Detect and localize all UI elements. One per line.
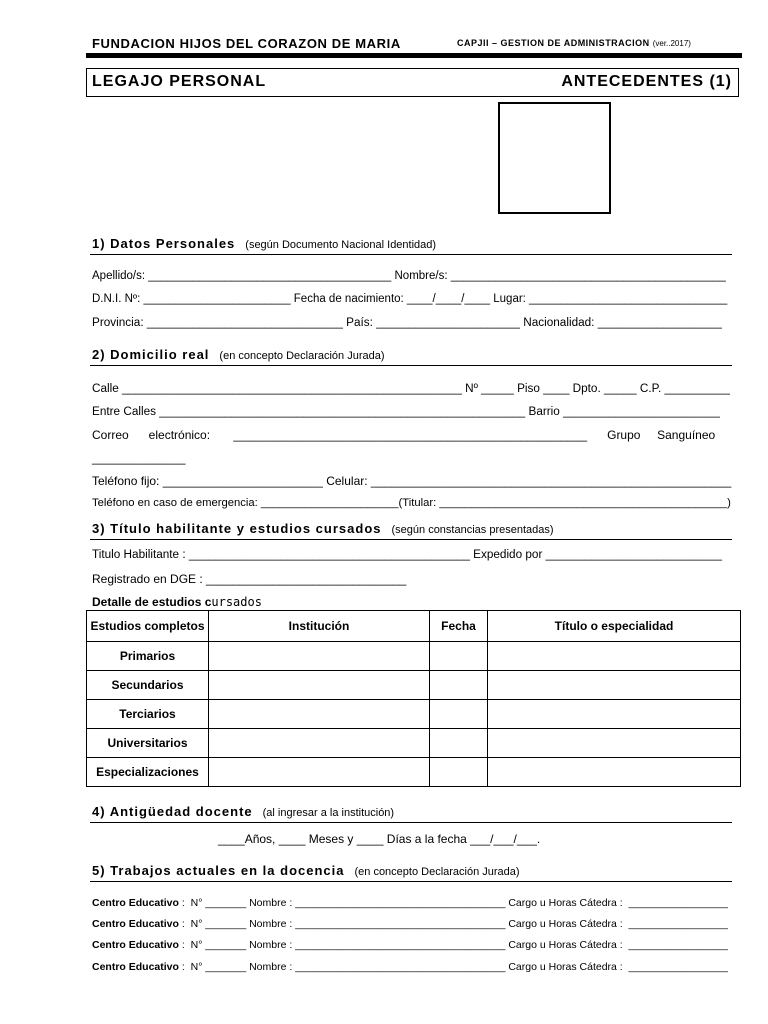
field-titulo-expedido[interactable]: Titulo Habilitante : ___________________________________________ Expedido por ___________________________ — [92, 548, 723, 561]
section3-rule — [90, 539, 732, 540]
section1-rule — [90, 254, 732, 255]
field-entre-calles-barrio[interactable]: Entre Calles ________________________________________________________ Barrio ________________________ — [92, 405, 720, 418]
detalle-estudios-label: Detalle de estudios cursados — [92, 595, 262, 609]
row-label: Universitarios — [87, 729, 209, 758]
section5-note: (en concepto Declaración Jurada) — [354, 866, 520, 878]
field-telefono-emergencia[interactable]: Teléfono en caso de emergencia: ______________________(Titular: ______________________________________________) — [92, 497, 731, 509]
section2-heading: 2) Domicilio real (en concepto Declaración Jurada) — [92, 347, 385, 362]
section5-rule — [90, 881, 732, 882]
cell-fecha[interactable] — [430, 642, 488, 671]
row-label: Especializaciones — [87, 758, 209, 787]
field-apellido-nombre[interactable]: Apellido/s: ______________________________________ Nombre/s: ___________________________________________ — [92, 270, 726, 282]
table-row — [87, 642, 741, 671]
row-label: Terciarios — [87, 700, 209, 729]
table-row — [87, 671, 741, 700]
department-name: CAPJII – GESTION DE ADMINISTRACION (ver..2017) — [457, 38, 691, 48]
field-antiguedad[interactable]: ____Años, ____ Meses y ____ Días a la fecha ___/___/___. — [218, 832, 541, 846]
table-row — [87, 729, 741, 758]
organization-name: FUNDACION HIJOS DEL CORAZON DE MARIA — [92, 36, 401, 51]
col-titulo: Título o especialidad — [488, 611, 741, 642]
table-row — [87, 758, 741, 787]
version-label: (ver..2017) — [652, 39, 691, 48]
table-row — [87, 700, 741, 729]
section4-heading: 4) Antigüedad docente (al ingresar a la institución) — [92, 804, 395, 819]
field-dni-fecha-lugar[interactable]: D.N.I. Nº: _______________________ Fecha de nacimiento: ____/____/____ Lugar: _______________________________ — [92, 293, 728, 305]
col-estudios: Estudios completos — [87, 611, 209, 642]
cell-titulo[interactable] — [488, 671, 741, 700]
section2-note: (en concepto Declaración Jurada) — [219, 350, 385, 362]
field-telefono-celular[interactable]: Teléfono fijo: ________________________ Celular: ______________________________________________________ — [92, 474, 732, 488]
cell-titulo[interactable] — [488, 642, 741, 671]
field-correo-grupo[interactable]: Correo electrónico: _____________________________________________________ Grupo Sanguíneo — [92, 428, 716, 442]
cell-institucion[interactable] — [209, 700, 430, 729]
field-grupo-sanguineo[interactable]: ______________ — [92, 451, 186, 465]
section2-rule — [90, 365, 732, 366]
cell-institucion[interactable] — [209, 729, 430, 758]
cell-institucion[interactable] — [209, 758, 430, 787]
form-subtitle: ANTECEDENTES (1) — [561, 73, 732, 90]
centro-educativo-row[interactable]: Centro Educativo : N° _______ Nombre : ____________________________________ Cargo u Horas Cátedra : _________________ — [92, 939, 728, 951]
cell-fecha[interactable] — [430, 729, 488, 758]
cell-institucion[interactable] — [209, 671, 430, 700]
section4-note: (al ingresar a la institución) — [262, 807, 395, 819]
section5-heading: 5) Trabajos actuales en la docencia (en concepto Declaración Jurada) — [92, 863, 520, 878]
cell-fecha[interactable] — [430, 758, 488, 787]
section1-heading: 1) Datos Personales (según Documento Nacional Identidad) — [92, 236, 437, 251]
cell-fecha[interactable] — [430, 671, 488, 700]
row-label: Secundarios — [87, 671, 209, 700]
cell-fecha[interactable] — [430, 700, 488, 729]
cell-titulo[interactable] — [488, 758, 741, 787]
centro-educativo-row[interactable]: Centro Educativo : N° _______ Nombre : ____________________________________ Cargo u Horas Cátedra : _________________ — [92, 897, 728, 909]
header-divider — [86, 53, 742, 58]
title-box — [86, 68, 739, 97]
table-header-row — [87, 611, 741, 642]
estudios-table — [86, 610, 741, 787]
section1-note: (según Documento Nacional Identidad) — [245, 239, 437, 251]
field-provincia-pais-nacionalidad[interactable]: Provincia: ______________________________ País: ______________________ Nacionalidad: ___________________ — [92, 316, 722, 329]
centro-educativo-row[interactable]: Centro Educativo : N° _______ Nombre : ____________________________________ Cargo u Horas Cátedra : _________________ — [92, 918, 728, 930]
cell-titulo[interactable] — [488, 700, 741, 729]
field-calle[interactable]: Calle ____________________________________________________ Nº _____ Piso ____ Dpto. _____ C.P. __________ — [92, 382, 730, 395]
field-registrado-dge[interactable]: Registrado en DGE : ______________________________ — [92, 572, 407, 586]
photo-box[interactable] — [498, 102, 611, 214]
section3-note: (según constancias presentadas) — [391, 524, 554, 536]
section4-rule — [90, 822, 732, 823]
col-fecha: Fecha — [430, 611, 488, 642]
centro-educativo-row[interactable]: Centro Educativo : N° _______ Nombre : ____________________________________ Cargo u Horas Cátedra : _________________ — [92, 961, 728, 973]
row-label: Primarios — [87, 642, 209, 671]
cell-institucion[interactable] — [209, 642, 430, 671]
cell-titulo[interactable] — [488, 729, 741, 758]
section3-heading: 3) Título habilitante y estudios cursados (según constancias presentadas) — [92, 521, 554, 536]
col-institucion: Institución — [209, 611, 430, 642]
form-title: LEGAJO PERSONAL — [92, 73, 267, 90]
